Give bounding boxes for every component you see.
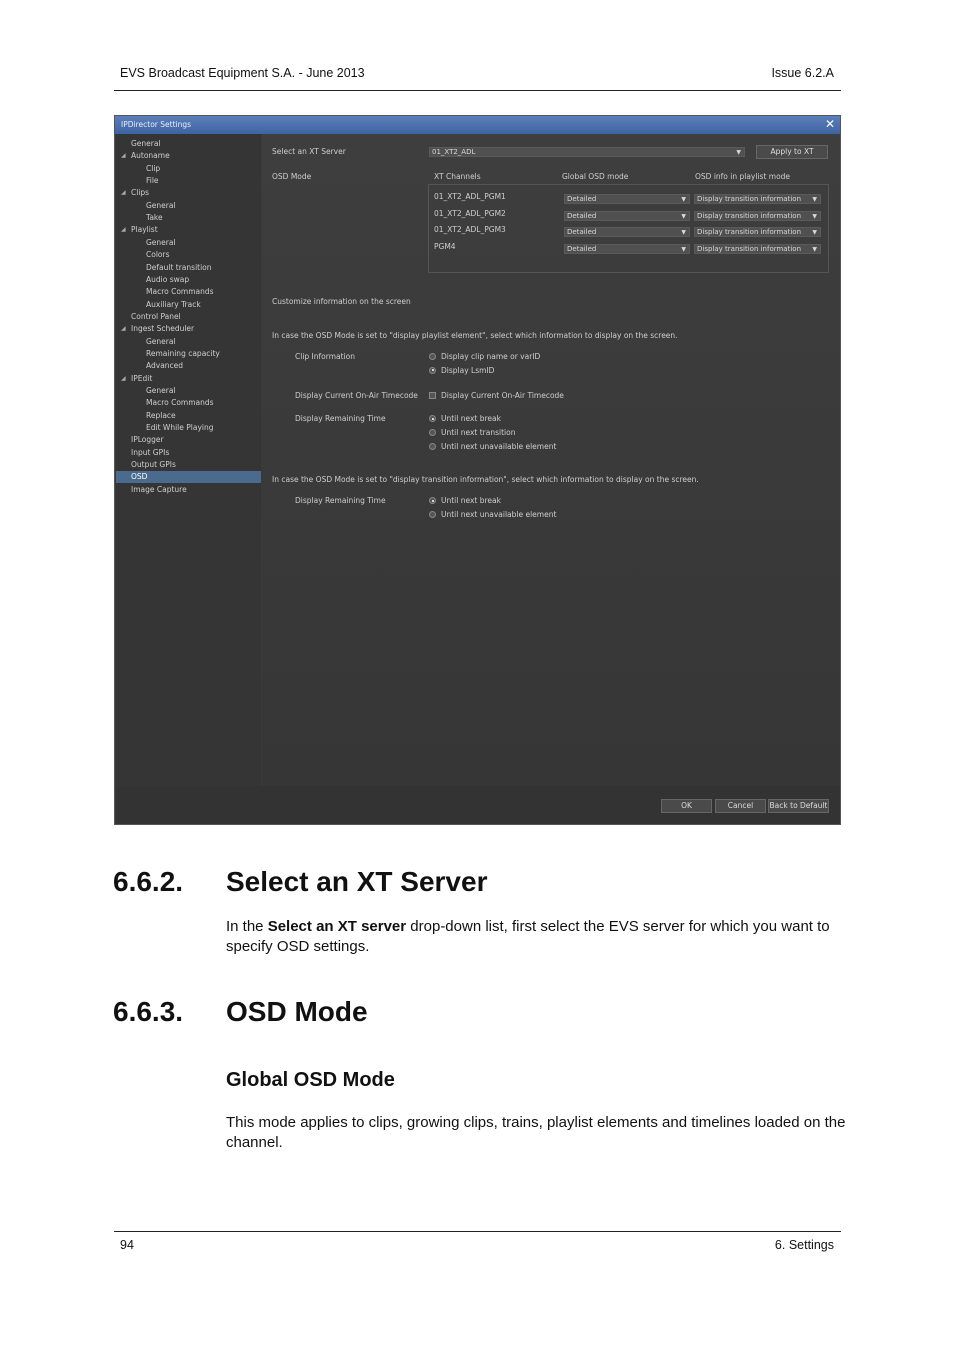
footer-chapter: 6. Settings xyxy=(774,1238,834,1252)
tree-item-advanced[interactable] xyxy=(116,360,261,372)
radio-button[interactable] xyxy=(429,415,436,422)
section-playlist-element-label: In case the OSD Mode is set to "display playlist element", select which information to display on the screen. xyxy=(272,331,678,340)
playlist-osd-dropdown[interactable] xyxy=(694,194,821,204)
tree-item-label: Image Capture xyxy=(131,484,187,494)
tree-item-label: Colors xyxy=(146,250,170,260)
section-transition-label: In case the OSD Mode is set to "display transition information", select which information to display on the screen. xyxy=(272,475,699,484)
radio-label: Until next transition xyxy=(441,427,516,437)
channel-name: 01_XT2_ADL_PGM3 xyxy=(434,225,506,235)
playlist-osd-dropdown[interactable] xyxy=(694,211,821,221)
tree-item-control-panel[interactable] xyxy=(116,311,261,323)
tree-item-edit-while-playing[interactable] xyxy=(116,422,261,434)
col-xt-channels: XT Channels xyxy=(434,172,481,181)
tree-item-general[interactable] xyxy=(116,138,261,150)
tree-item-label: General xyxy=(131,139,161,148)
text-bold: Select an XT server xyxy=(267,918,407,935)
tree-item-label: Replace xyxy=(146,410,176,420)
tree-item-label: Audio swap xyxy=(146,274,190,284)
chevron-down-icon: ▼ xyxy=(681,212,686,220)
tree-item-audio-swap[interactable] xyxy=(116,274,261,286)
footer-rule xyxy=(114,1231,841,1232)
tree-item-playlist[interactable] xyxy=(116,224,261,236)
section-6-6-3-number: 6.6.3. xyxy=(113,996,184,1027)
radio-label: Until next break xyxy=(441,496,501,505)
global-osd-value: Detailed xyxy=(567,245,597,254)
window-titlebar xyxy=(115,116,840,134)
col-osd-playlist-mode: OSD info in playlist mode xyxy=(695,172,791,181)
section-6-6-3-title: OSD Mode xyxy=(226,996,368,1027)
tree-item-ingest-scheduler[interactable] xyxy=(116,323,261,335)
expand-arrow-icon[interactable]: ◢ xyxy=(121,374,126,382)
apply-to-xt-button[interactable]: Apply to XT xyxy=(756,145,828,159)
header-right: Issue 6.2.A xyxy=(771,66,834,80)
chevron-down-icon: ▼ xyxy=(812,229,817,237)
tree-item-label: IPEdit xyxy=(131,373,153,383)
tree-item-input-gpis[interactable] xyxy=(116,447,261,459)
osd-mode-label: OSD Mode xyxy=(272,172,312,181)
tree-item-label: General xyxy=(146,336,176,346)
radio-button[interactable] xyxy=(429,429,436,436)
tree-item-label: Take xyxy=(146,213,163,223)
tree-item-label: Macro Commands xyxy=(146,287,214,297)
radio-label: Until next unavailable element xyxy=(441,441,557,451)
back-to-default-button[interactable]: Back to Default xyxy=(768,799,829,813)
global-osd-mode-heading: Global OSD Mode xyxy=(226,1069,395,1091)
col-global-osd-mode: Global OSD mode xyxy=(562,172,629,181)
tree-item-label: Auxiliary Track xyxy=(146,299,201,309)
radio-button[interactable] xyxy=(429,497,436,504)
tree-item-label: Default transition xyxy=(146,262,212,272)
timecode-checkbox[interactable] xyxy=(429,392,436,399)
tree-item-label: General xyxy=(146,200,176,210)
select-server-label: Select an XT Server xyxy=(272,147,346,156)
settings-tree xyxy=(116,134,261,786)
section-6-6-2-title: Select an XT Server xyxy=(226,866,488,897)
radio-label: Until next unavailable element xyxy=(441,509,557,519)
tree-item-label: General xyxy=(146,386,176,395)
tree-item-label: Remaining capacity xyxy=(146,348,220,358)
playlist-osd-dropdown[interactable] xyxy=(694,227,821,237)
playlist-osd-value: Display transition information xyxy=(697,245,802,254)
tree-item-auxiliary-track[interactable] xyxy=(116,299,261,311)
tree-item-remaining-capacity[interactable] xyxy=(116,348,261,360)
playlist-osd-value: Display transition information xyxy=(697,195,802,203)
text-part: drop-down list, first select the EVS server for which you want to specify OSD settings. xyxy=(226,918,830,955)
cancel-button[interactable]: Cancel xyxy=(715,799,766,813)
tree-item-output-gpis[interactable] xyxy=(116,459,261,471)
tree-item-general[interactable] xyxy=(116,200,261,212)
remaining-time-2-label: Display Remaining Time xyxy=(295,496,386,505)
expand-arrow-icon[interactable]: ◢ xyxy=(121,226,126,234)
global-osd-mode-text: This mode applies to clips, growing clips, trains, playlist elements and timelines loaded on the channel. xyxy=(226,1114,846,1151)
playlist-osd-value: Display transition information xyxy=(697,211,802,220)
chevron-down-icon: ▼ xyxy=(681,229,686,237)
expand-arrow-icon[interactable]: ◢ xyxy=(121,325,126,333)
global-osd-dropdown[interactable] xyxy=(564,244,690,254)
tree-item-image-capture[interactable] xyxy=(116,484,261,496)
radio-button[interactable] xyxy=(429,511,436,518)
header-left: EVS Broadcast Equipment S.A. - June 2013 xyxy=(120,66,365,80)
tree-item-label: Edit While Playing xyxy=(146,423,214,433)
global-osd-dropdown[interactable] xyxy=(564,211,690,221)
window-title: IPDirector Settings xyxy=(121,120,192,129)
tree-item-label: File xyxy=(146,176,159,186)
close-icon[interactable]: ✕ xyxy=(824,117,835,131)
chevron-down-icon: ▼ xyxy=(681,196,686,203)
radio-button[interactable] xyxy=(429,353,436,360)
global-osd-dropdown[interactable] xyxy=(564,227,690,237)
clip-information-label: Clip Information xyxy=(295,352,355,361)
ok-button[interactable]: OK xyxy=(661,799,712,813)
tree-item-macro-commands[interactable] xyxy=(116,397,261,409)
global-osd-dropdown[interactable] xyxy=(564,194,690,204)
playlist-osd-value: Display transition information xyxy=(697,228,802,237)
tree-item-default-transition[interactable] xyxy=(116,262,261,274)
radio-button[interactable] xyxy=(429,443,436,450)
tree-item-macro-commands[interactable] xyxy=(116,286,261,298)
server-dropdown-value: 01_XT2_ADL xyxy=(432,148,476,156)
chevron-down-icon: ▼ xyxy=(812,196,817,203)
tree-item-iplogger[interactable] xyxy=(116,434,261,446)
header-rule xyxy=(114,90,841,91)
channel-name: 01_XT2_ADL_PGM1 xyxy=(434,192,506,201)
tree-item-label: Autoname xyxy=(131,151,170,161)
tree-item-general[interactable] xyxy=(116,237,261,249)
expand-arrow-icon[interactable]: ◢ xyxy=(121,152,126,160)
tree-item-label: Clip xyxy=(146,163,161,173)
timecode-option-label: Display Current On-Air Timecode xyxy=(441,391,564,400)
tree-item-colors[interactable] xyxy=(116,249,261,261)
tree-item-label: IPLogger xyxy=(131,435,164,445)
server-dropdown[interactable] xyxy=(429,147,745,157)
customize-label: Customize information on the screen xyxy=(272,297,411,306)
tree-item-label: Advanced xyxy=(146,361,184,371)
page-number: 94 xyxy=(120,1238,134,1252)
tree-item-label: Output GPIs xyxy=(131,460,176,470)
chevron-down-icon: ▼ xyxy=(812,212,817,220)
tree-item-take[interactable] xyxy=(116,212,261,224)
tree-item-label: Macro Commands xyxy=(146,398,214,408)
global-osd-value: Detailed xyxy=(567,228,597,237)
tree-item-label: Input GPIs xyxy=(131,447,170,457)
tree-item-label: Playlist xyxy=(131,225,158,235)
settings-window xyxy=(114,115,841,825)
window-footer xyxy=(116,786,840,824)
radio-button[interactable] xyxy=(429,367,436,374)
chevron-down-icon: ▼ xyxy=(681,246,686,254)
text-part: In the xyxy=(226,918,268,935)
tree-item-general[interactable] xyxy=(116,385,261,397)
osd-settings-panel xyxy=(262,134,840,786)
tree-item-clips[interactable] xyxy=(116,187,261,199)
tree-item-label: Ingest Scheduler xyxy=(131,324,195,334)
tree-item-label: Control Panel xyxy=(131,311,181,321)
tree-item-ipedit[interactable] xyxy=(116,373,261,385)
expand-arrow-icon[interactable]: ◢ xyxy=(121,189,126,197)
section-6-6-2-text xyxy=(226,917,841,957)
global-osd-value: Detailed xyxy=(567,195,597,203)
tree-item-autoname[interactable] xyxy=(116,150,261,162)
channel-name: PGM4 xyxy=(434,242,456,252)
remaining-time-label: Display Remaining Time xyxy=(295,414,386,423)
chevron-down-icon: ▼ xyxy=(812,246,817,254)
radio-label: Display clip name or varID xyxy=(441,352,541,361)
tree-item-label: OSD xyxy=(131,472,148,482)
chevron-down-icon: ▼ xyxy=(736,149,741,156)
playlist-osd-dropdown[interactable] xyxy=(694,244,821,254)
global-osd-value: Detailed xyxy=(567,211,597,220)
tree-item-clip[interactable] xyxy=(116,163,261,175)
timecode-label: Display Current On-Air Timecode xyxy=(295,391,418,400)
tree-item-file[interactable] xyxy=(116,175,261,187)
channel-name: 01_XT2_ADL_PGM2 xyxy=(434,208,506,218)
tree-item-general[interactable] xyxy=(116,336,261,348)
radio-label: Until next break xyxy=(441,414,501,423)
radio-label: Display LsmID xyxy=(441,365,495,375)
section-6-6-2-number: 6.6.2. xyxy=(113,866,184,897)
tree-item-replace[interactable] xyxy=(116,410,261,422)
tree-item-label: General xyxy=(146,237,176,247)
tree-item-osd[interactable] xyxy=(116,471,261,483)
tree-item-label: Clips xyxy=(131,188,150,198)
